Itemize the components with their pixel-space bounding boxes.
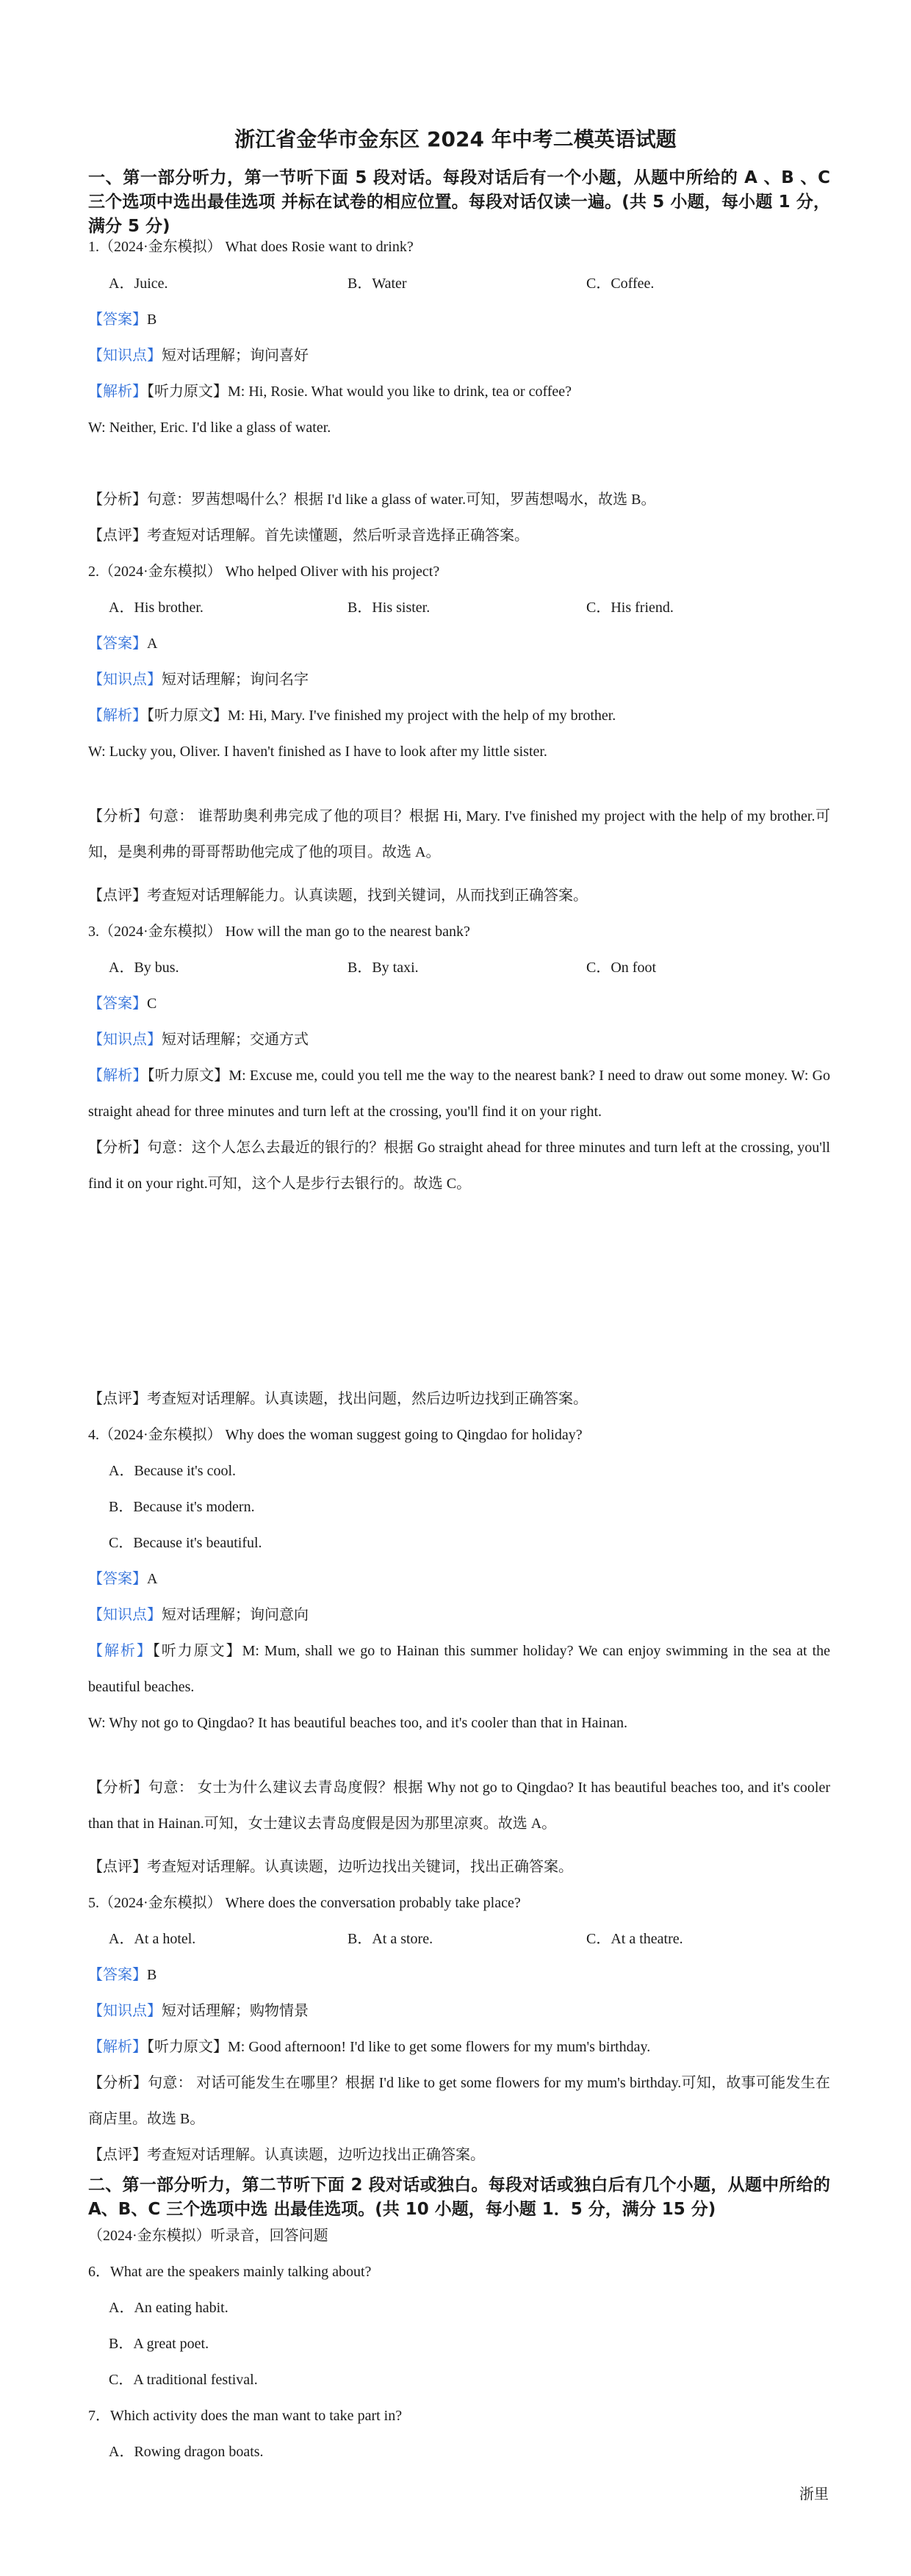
q5-knowledge (88, 2001, 830, 2021)
analysis-tag: 【解析】 (88, 2039, 147, 2055)
q3-comment: 【点评】考查短对话理解。认真读题，找出问题，然后边听边找到正确答案。 (88, 1391, 588, 1407)
q5-explanation: 【分析】句意： 对话可能发生在哪里？根据 I'd like to get some flowers for my mum's birthday.可知，故事可能发生在商店里。故选 B。 (88, 2075, 830, 2127)
q3-explanation: 【分析】句意：这个人怎么去最近的银行的？根据 Go straight ahead for three minutes and turn left at the crossing, you'll find it on your right.可知，这个人是步行去银行的。故选 C。 (88, 1140, 830, 1192)
q2-comment: 【点评】考查短对话理解能力。认真读题，找到关键词，从而找到正确答案。 (88, 888, 588, 904)
knowledge-value: 短对话理解；交通方式 (162, 1032, 309, 1048)
q1-option-a: A．Juice. (109, 276, 168, 292)
transcript-text: 【听力原文】M: Hi, Rosie. What would you like to drink, tea or coffee? (147, 384, 572, 400)
q3-option-a: A．By bus. (109, 960, 179, 976)
part1-header: 一、第一部分听力，第一节听下面 5 段对话。每段对话后有一个小题，从题中所给的 A 、B 、C 三个选项中选出最佳选项 并标在试卷的相应位置。每段对话仅读一遍。(共 5 小题，每小题 1 分，满分 5 分) (88, 168, 830, 236)
q3-option-b: B．By taxi. (348, 960, 419, 976)
answer-value: A (147, 636, 158, 652)
knowledge-value: 短对话理解；询问意向 (162, 1607, 309, 1623)
knowledge-value: 短对话理解；询问名字 (162, 672, 309, 688)
q2-analysis (88, 706, 830, 725)
question-2-stem: 2.（2024·金东模拟） Who helped Oliver with his project? (88, 564, 440, 580)
q4-answer (88, 1569, 830, 1589)
q1-analysis (88, 382, 830, 401)
page-title: 浙江省金华市金东区 2024 年中考二模英语试题 (234, 127, 677, 151)
q6-option-c: C．A traditional festival. (109, 2372, 258, 2388)
q3-analysis (88, 1058, 830, 1130)
answer-tag: 【答案】 (88, 1571, 147, 1587)
transcript-text: 【听力原文】M: Hi, Mary. I've finished my project with the help of my brother. (147, 708, 616, 724)
analysis-tag: 【解析】 (88, 384, 147, 400)
answer-tag: 【答案】 (88, 996, 147, 1012)
q4-analysis (88, 1633, 830, 1705)
q1-option-b: B．Water (348, 276, 407, 292)
q4-dialog-line: W: Why not go to Qingdao? It has beautiful beaches too, and it's cooler than that in Hainan. (88, 1715, 627, 1731)
knowledge-tag: 【知识点】 (88, 1032, 162, 1048)
knowledge-tag: 【知识点】 (88, 2003, 162, 2019)
q7-option-a: A．Rowing dragon boats. (109, 2444, 264, 2460)
answer-tag: 【答案】 (88, 1967, 147, 1983)
q2-explanation: 【分析】句意： 谁帮助奥利弗完成了他的项目？根据 Hi, Mary. I've finished my project with the help of my brother.可知，是奥利弗的哥哥帮助他完成了他的项目。故选 A。 (88, 808, 830, 860)
q4-option-a: A．Because it's cool. (109, 1463, 237, 1479)
answer-value: B (147, 312, 157, 328)
q5-answer (88, 1965, 830, 1985)
transcript-text: 【听力原文】M: Good afternoon! I'd like to get some flowers for my mum's birthday. (147, 2039, 651, 2055)
analysis-tag: 【解析】 (88, 708, 147, 724)
analysis-tag: 【解析】 (88, 1068, 148, 1084)
knowledge-tag: 【知识点】 (88, 348, 162, 364)
part2-intro: （2024·金东模拟）听录音，回答问题 (88, 2228, 328, 2244)
q4-explanation: 【分析】句意： 女士为什么建议去青岛度假？根据 Why not go to Qingdao? It has beautiful beaches too, and it's cooler than that in Hainan.可知，女士建议去青岛度假是因为那里凉爽。故选 A。 (88, 1780, 830, 1832)
q1-answer (88, 310, 830, 329)
answer-tag: 【答案】 (88, 312, 147, 328)
q1-comment: 【点评】考查短对话理解。首先读懂题，然后听录音选择正确答案。 (88, 528, 529, 544)
q2-knowledge (88, 670, 830, 689)
answer-value: B (147, 1967, 157, 1983)
q5-comment: 【点评】考查短对话理解。认真读题，边听边找出正确答案。 (88, 2147, 485, 2163)
q5-option-b: B．At a store. (348, 1931, 433, 1947)
page-footer: 浙里 (799, 2486, 829, 2503)
q4-option-c: C．Because it's beautiful. (109, 1535, 262, 1551)
question-7-stem: 7．Which activity does the man want to take part in? (88, 2408, 403, 2424)
q3-option-c: C．On foot (586, 960, 656, 976)
q1-explanation: 【分析】句意：罗茜想喝什么？根据 I'd like a glass of water.可知，罗茜想喝水，故选 B。 (88, 492, 656, 508)
q1-dialog-line: W: Neither, Eric. I'd like a glass of water. (88, 420, 331, 436)
q4-knowledge (88, 1605, 830, 1625)
knowledge-value: 短对话理解；询问喜好 (162, 348, 309, 364)
question-6-stem: 6．What are the speakers mainly talking about? (88, 2264, 372, 2280)
q2-dialog-line: W: Lucky you, Oliver. I haven't finished as I have to look after my little sister. (88, 744, 547, 760)
answer-value: C (147, 996, 157, 1012)
analysis-tag: 【解析】 (88, 1643, 153, 1659)
part2-header: 二、第一部分听力，第二节听下面 2 段对话或独白。每段对话或独白后有几个小题，从题中所给的 A、B、C 三个选项中选 出最佳选项。(共 10 小题，每小题 1．5 分，满分 15 分) (88, 2176, 830, 2219)
question-5-stem: 5.（2024·金东模拟） Where does the conversation probably take place? (88, 1895, 521, 1911)
q2-option-b: B．His sister. (348, 600, 431, 616)
knowledge-tag: 【知识点】 (88, 1607, 162, 1623)
q5-option-a: A．At a hotel. (109, 1931, 196, 1947)
question-4-stem: 4.（2024·金东模拟） Why does the woman suggest going to Qingdao for holiday? (88, 1427, 583, 1443)
question-3-stem: 3.（2024·金东模拟） How will the man go to the nearest bank? (88, 924, 470, 940)
q1-option-c: C．Coffee. (586, 276, 655, 292)
q3-answer (88, 994, 830, 1013)
q4-comment: 【点评】考查短对话理解。认真读题，边听边找出关键词，找出正确答案。 (88, 1859, 573, 1875)
q6-option-a: A．An eating habit. (109, 2300, 228, 2316)
answer-value: A (147, 1571, 158, 1587)
knowledge-tag: 【知识点】 (88, 672, 162, 688)
q2-option-a: A．His brother. (109, 600, 204, 616)
knowledge-value: 短对话理解；购物情景 (162, 2003, 309, 2019)
q4-option-b: B．Because it's modern. (109, 1499, 255, 1515)
transcript-text: 【听力原文】M: Mum, shall we go to Hainan this summer holiday? We can enjoy swimming in the sea at the beautiful beaches. (88, 1643, 831, 1695)
question-1-stem: 1.（2024·金东模拟） What does Rosie want to drink? (88, 239, 414, 255)
answer-tag: 【答案】 (88, 636, 147, 652)
q5-analysis (88, 2037, 830, 2057)
q2-option-c: C．His friend. (586, 600, 674, 616)
q3-knowledge (88, 1030, 830, 1049)
q2-answer (88, 634, 830, 653)
q1-knowledge (88, 346, 830, 365)
q6-option-b: B．A great poet. (109, 2336, 209, 2352)
transcript-text: 【听力原文】M: Excuse me, could you tell me the way to the nearest bank? I need to draw out some money. W: Go straight ahead for three minutes and turn left at the crossing, you'll find it on your right. (88, 1068, 831, 1120)
q5-option-c: C．At a theatre. (586, 1931, 683, 1947)
